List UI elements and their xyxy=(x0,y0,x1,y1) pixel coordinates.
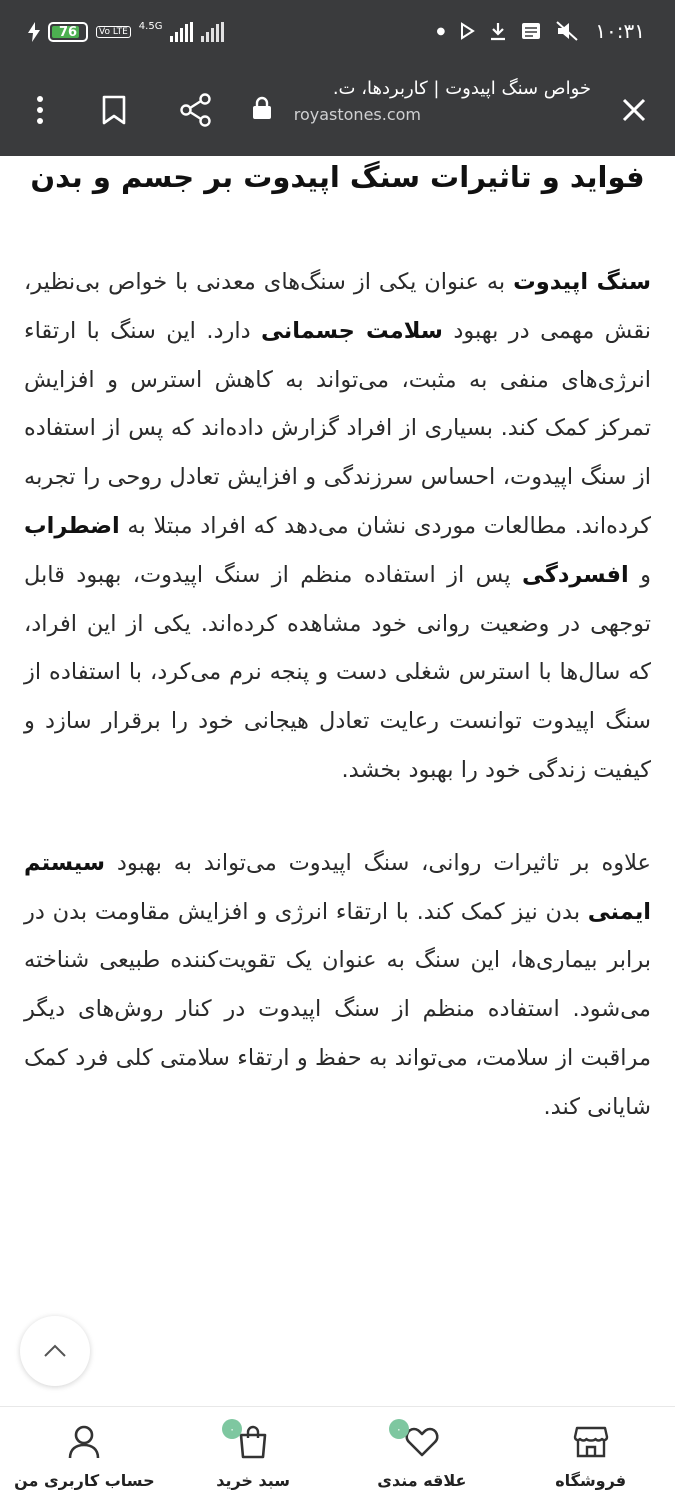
scroll-to-top-button[interactable] xyxy=(20,1316,90,1386)
text-run: و xyxy=(628,561,651,588)
bold-term: سیستم ایمنی xyxy=(24,849,651,925)
status-right xyxy=(437,16,645,46)
nav-item-account[interactable] xyxy=(0,1407,169,1500)
signal-icon-1 xyxy=(170,22,193,42)
more-vert-icon[interactable] xyxy=(20,90,60,130)
user-icon xyxy=(67,1423,101,1461)
battery-icon xyxy=(48,22,88,42)
nav-item-wishlist[interactable] xyxy=(338,1407,507,1500)
network-type: 4.5G xyxy=(138,20,163,32)
dot-icon: ● xyxy=(436,25,446,37)
nav-label: حساب کاربری من xyxy=(14,1471,155,1490)
bold-term: افسردگی xyxy=(522,561,629,588)
article-content xyxy=(24,152,651,1132)
article-heading: فواید و تاثیرات سنگ اپیدوت بر جسم و بدن xyxy=(30,160,645,194)
browser-toolbar xyxy=(0,64,675,156)
nav-label: سبد خرید xyxy=(216,1471,291,1490)
tab-page-title: خواص سنگ اپیدوت | کاربردها، ت. xyxy=(332,78,591,99)
nav-item-store[interactable] xyxy=(506,1407,675,1500)
download-icon xyxy=(489,21,507,41)
message-icon xyxy=(521,22,541,40)
bottom-navigation xyxy=(0,1406,675,1500)
text-run: به عنوان یکی از سنگ‌های معدنی با خواص بی‌نظیر، نقش مهمی در بهبود xyxy=(24,269,651,344)
bold-term: سنگ اپیدوت xyxy=(513,269,652,295)
charging-icon xyxy=(28,22,40,42)
status-bar xyxy=(0,0,675,64)
text-run: علاوه بر تاثیرات روانی، سنگ اپیدوت می‌تواند به بهبود xyxy=(105,849,651,876)
nav-label: علاقه مندی xyxy=(377,1471,467,1490)
address-bar[interactable] xyxy=(291,78,591,124)
bookmark-icon[interactable] xyxy=(92,88,136,132)
bold-term: اضطراب xyxy=(24,512,120,539)
text-run: پس از استفاده منظم از سنگ اپیدوت، بهبود قابل توجهی در وضعیت روانی خود مشاهده کرده‌اند. یکی از این افراد، که سال‌ها با استرس شغلی دست و پنجه نرم می‌کرد، با استفاده از سنگ اپیدوت توانست رعایت تعادل هیجانی خود را برقرار سازد و کیفیت زندگی خود را بهبود بخشد. xyxy=(24,561,651,783)
battery-level: 76 xyxy=(58,24,78,40)
signal-icon-2 xyxy=(201,22,224,42)
nav-label: فروشگاه xyxy=(555,1471,627,1490)
clock: ۱۰:۳۱ xyxy=(595,19,645,43)
text-run: دارد. این سنگ با ارتقاء انرژی‌های منفی به مثبت، می‌تواند به کاهش استرس و افزایش تمرکز کمک کند. بسیاری از افراد گزارش داده‌اند که پس از استفاده از سنگ اپیدوت، احساس سرزندگی و افزایش تعادل روحی را تجربه کرده‌اند. مطالعات موردی نشان می‌دهد که افراد مبتلا به xyxy=(24,317,651,539)
play-icon xyxy=(459,22,475,40)
chevron-up-icon xyxy=(43,1344,67,1358)
article-paragraph-2 xyxy=(24,839,651,1132)
store-icon xyxy=(573,1423,609,1461)
bold-term: سلامت جسمانی xyxy=(261,317,443,344)
heart-icon xyxy=(395,1422,439,1461)
url-domain: royastones.com xyxy=(293,105,421,124)
shopping-bag-icon xyxy=(229,1422,268,1461)
share-icon[interactable] xyxy=(174,88,218,132)
cart-count-badge: ۰ xyxy=(222,1419,242,1439)
mute-icon xyxy=(555,20,581,42)
wishlist-count-badge: ۰ xyxy=(389,1419,409,1439)
article-paragraph-1 xyxy=(24,258,651,795)
volte-icon: Vo LTE xyxy=(96,26,131,38)
text-run: بدن نیز کمک کند. با ارتقاء انرژی و افزایش مقاومت بدن در برابر بیماری‌ها، این سنگ به عنوان یک تقویت‌کننده طبیعی شناخته می‌شود. استفاده منظم از سنگ اپیدوت در کنار روش‌های دیگر مراقبت از سلامت، می‌تواند به حفظ و ارتقاء سلامتی کلی فرد کمک شایانی کند. xyxy=(24,898,651,1120)
close-icon[interactable] xyxy=(612,88,656,132)
nav-item-cart[interactable] xyxy=(169,1407,338,1500)
status-left xyxy=(28,18,224,46)
lock-icon xyxy=(248,92,276,124)
